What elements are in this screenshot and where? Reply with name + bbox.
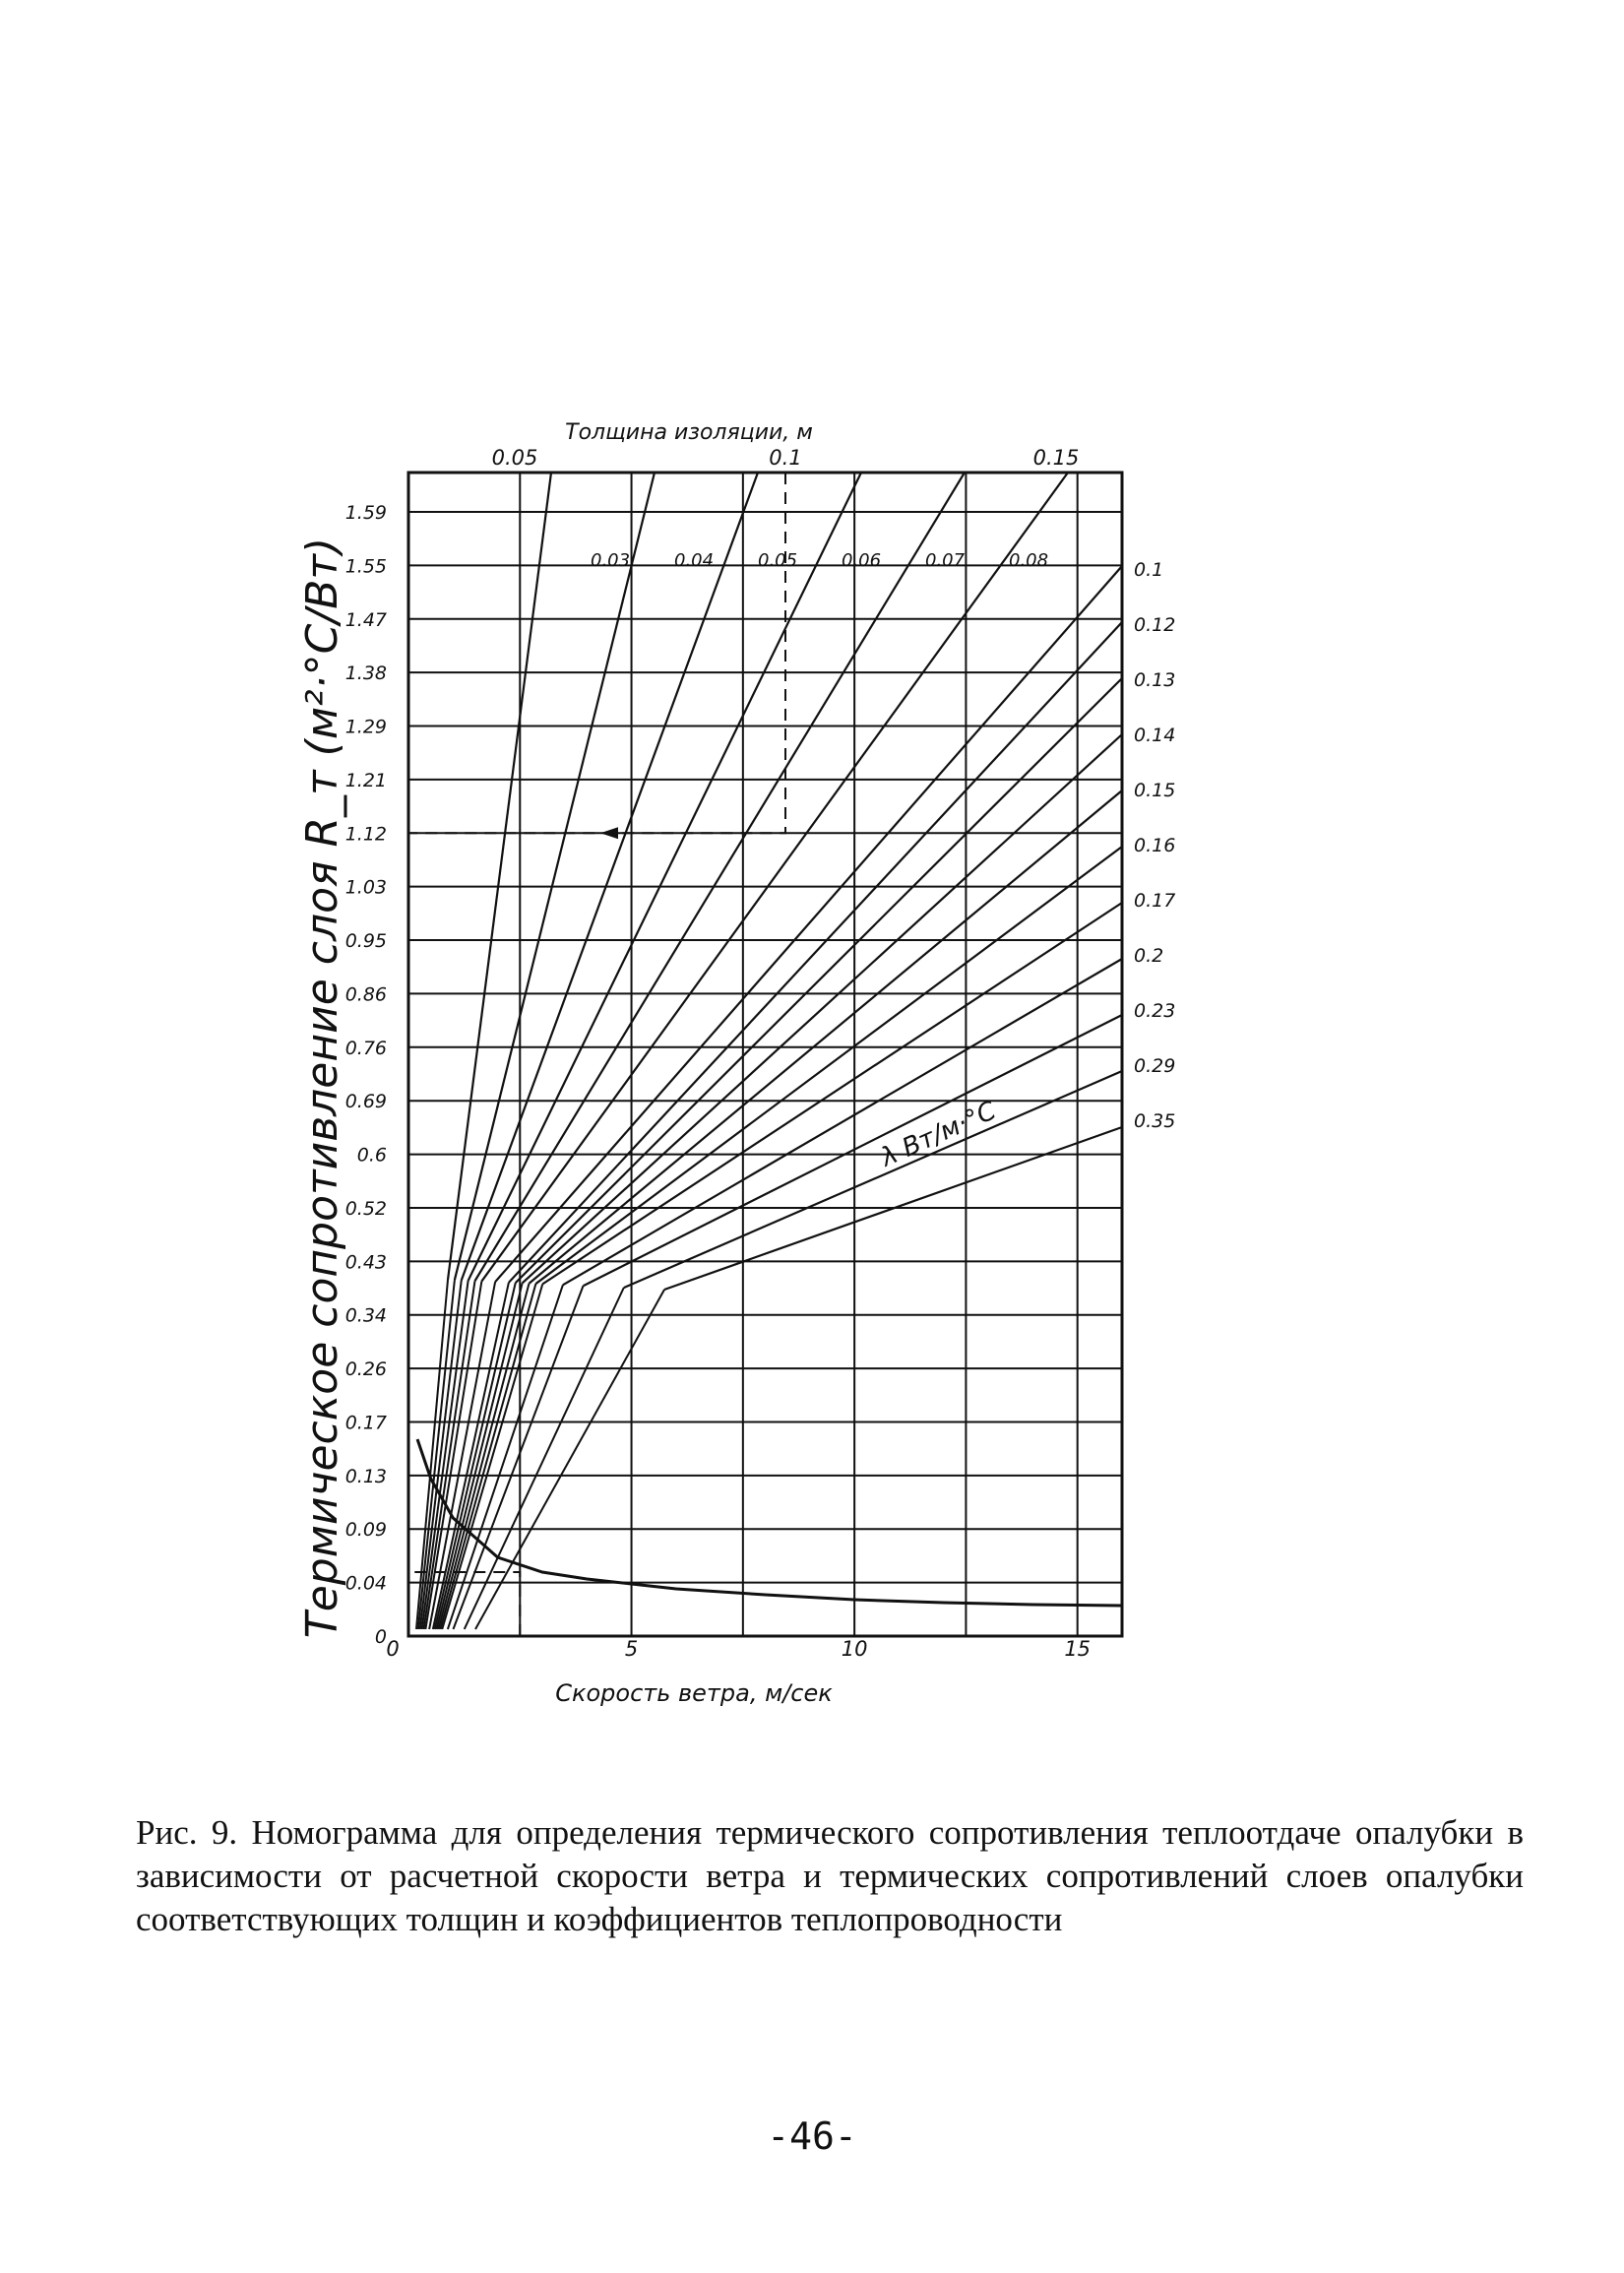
lambda-inline-label: 0.06 (842, 550, 882, 571)
lambda-line (584, 1015, 1123, 1286)
lambda-line-lower (442, 1284, 542, 1629)
y-tick-label: 1.12 (344, 823, 387, 846)
y-tick-label: 1.55 (344, 555, 387, 578)
y-tick-label: 0.52 (344, 1197, 387, 1220)
lambda-right-label: 0.15 (1134, 780, 1176, 801)
y-tick-label: 0.43 (344, 1251, 387, 1274)
lambda-line (563, 959, 1122, 1285)
x-tick-label: 0 (386, 1637, 400, 1661)
y-tick-label: 1.03 (344, 876, 387, 899)
plot-border (408, 473, 1122, 1636)
y-axis-label: Термическое сопротивление слоя R_т (м²·°С/Вт) (297, 537, 347, 1639)
y-tick-label: 0.09 (344, 1519, 387, 1542)
plot-frame (408, 473, 1122, 1636)
lambda-inline-label: 0.08 (1009, 550, 1049, 571)
grid (408, 473, 1122, 1636)
x-tick-label: 5 (624, 1637, 639, 1661)
y-tick-label: 0.17 (344, 1412, 387, 1434)
y-tick-label: 0.26 (344, 1358, 387, 1381)
page-number: -46- (767, 2115, 857, 2158)
y-tick-label: 0.69 (344, 1091, 387, 1113)
x-tick-label: 15 (1064, 1637, 1092, 1661)
lambda-right-label: 0.29 (1134, 1055, 1176, 1077)
lambda-inline-label: 0.04 (674, 550, 715, 571)
lambda-line (481, 473, 1068, 1282)
x-tick-label: 10 (841, 1637, 868, 1661)
lambda-right-label: 0.14 (1134, 725, 1176, 746)
lambda-lines (408, 473, 1122, 1636)
lambda-right-label: 0.1 (1134, 559, 1164, 581)
top-tick-label: 0.15 (1032, 446, 1080, 470)
y-tick-label: 0.13 (344, 1465, 387, 1487)
y-tick-label: 0.95 (344, 930, 387, 953)
lambda-right-label: 0.12 (1134, 614, 1176, 636)
lambda-line (516, 678, 1122, 1283)
wind-curve-line (417, 1439, 1122, 1606)
lambda-line-lower (429, 1282, 495, 1629)
y-tick-label: 0 (374, 1626, 387, 1648)
y-tick-label: 1.21 (344, 769, 387, 791)
lambda-right-label: 0.35 (1134, 1110, 1176, 1132)
lambda-line (535, 847, 1122, 1284)
y-tick-label: 0.34 (344, 1304, 387, 1327)
lambda-line (468, 473, 861, 1281)
lambda-inline-label: 0.03 (591, 550, 631, 571)
y-tick-label: 1.59 (344, 502, 387, 524)
figure-caption: Рис. 9. Номограмма для определения термического сопротивления теплоотдаче опалубки в зависимости от расчетной скорости ветра и термических сопротивлений слоев опалубки соответствующих толщин и коэффициентов теплопроводности (136, 1813, 1524, 1938)
lambda-line (542, 903, 1122, 1284)
lambda-line (509, 622, 1122, 1283)
lambda-right-label: 0.16 (1134, 835, 1176, 856)
wind-curve (417, 1439, 1122, 1606)
y-tick-label: 0.6 (356, 1144, 387, 1167)
lambda-right-label: 0.23 (1134, 1000, 1176, 1022)
lambda-right-label: 0.13 (1134, 669, 1176, 691)
lambda-line (448, 473, 551, 1280)
x-axis-label: Скорость ветра, м/сек (555, 1679, 833, 1707)
y-tick-label: 1.38 (344, 663, 387, 685)
lambda-line (530, 790, 1123, 1284)
top-axis-label: Толщина изоляции, м (565, 420, 813, 445)
y-tick-label: 0.76 (344, 1037, 387, 1059)
lambda-right-label: 0.2 (1134, 945, 1164, 967)
top-tick-label: 0.05 (491, 446, 538, 470)
lambda-line-lower (439, 1284, 530, 1629)
lambda-right-label: 0.17 (1134, 890, 1176, 912)
lambda-line (462, 473, 758, 1281)
example-arrow (600, 827, 618, 839)
y-tick-label: 0.86 (344, 983, 387, 1006)
y-tick-label: 1.47 (344, 608, 387, 631)
lambda-label: λ Вт/м·°С (876, 1096, 1001, 1173)
lambda-inline-label: 0.07 (925, 550, 966, 571)
lambda-inline-label: 0.05 (758, 550, 798, 571)
top-tick-label: 0.1 (769, 446, 802, 470)
y-tick-label: 0.04 (344, 1572, 387, 1595)
y-tick-label: 1.29 (344, 716, 387, 738)
